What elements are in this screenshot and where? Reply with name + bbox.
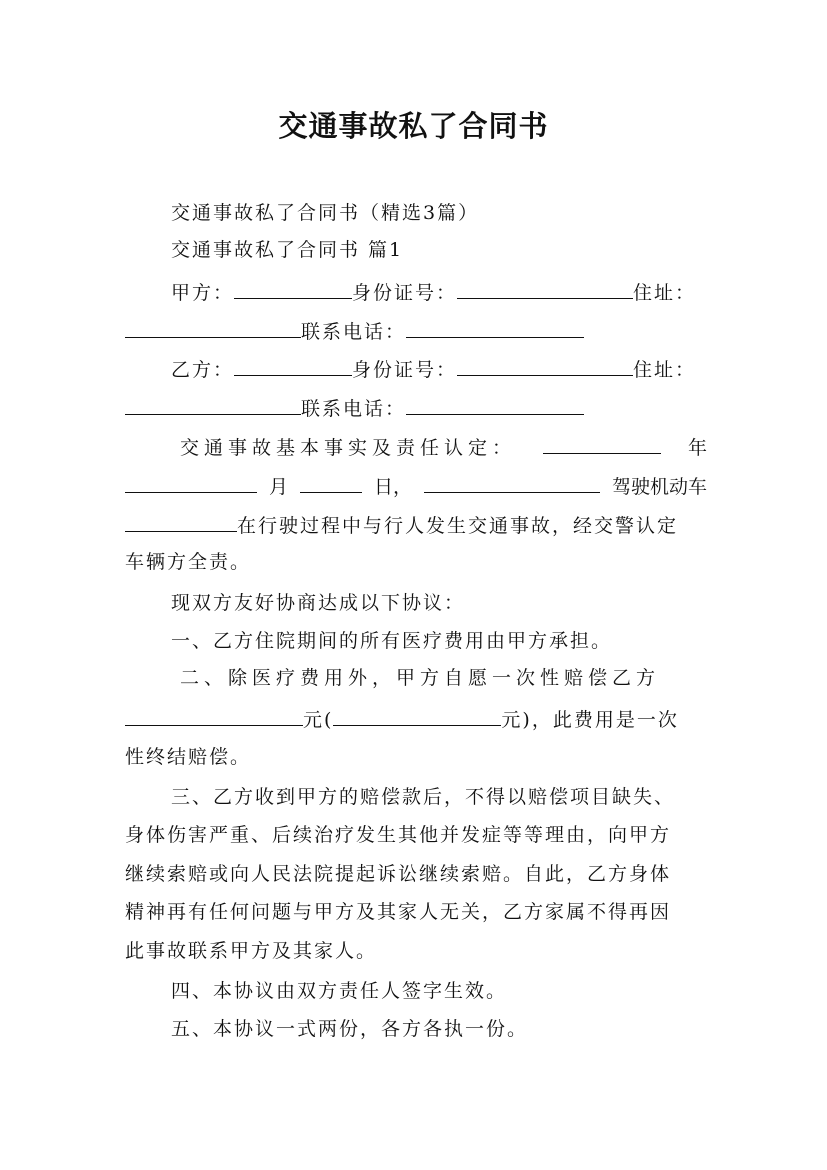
party-a-line-2 [125,318,707,344]
facts-month-blank [125,473,257,493]
facts-month-label: 月 [268,476,288,498]
party-a-id-blank [457,279,633,299]
party-a-line [171,279,707,305]
clause-2-line-2 [125,706,707,732]
facts-day-blank [300,473,362,493]
party-a-phone-label: 联系电话： [301,321,407,343]
subtitle: 交通事故私了合同书（精选3篇） [171,202,480,224]
clause-3-line-1: 三、乙方收到甲方的赔偿款后，不得以赔偿项目缺失、 [171,786,676,808]
facts-vehicle-blank [125,512,237,532]
document-title: 交通事故私了合同书 [278,109,549,143]
clause-3-line-3: 继续索赔或向人民法院提起诉讼继续索赔。自此，乙方身体 [125,863,672,885]
party-b-id-label: 身份证号： [352,359,458,381]
facts-line-3 [125,512,707,538]
clause-2-yuan: 元( [303,709,334,731]
clause-2-line-3: 性终结赔偿。 [125,746,252,768]
facts-responsibility: 车辆方全责。 [125,551,252,573]
clause-4: 四、本协议由双方责任人签字生效。 [171,980,508,1002]
party-b-line-2 [125,395,707,421]
party-b-line [171,356,707,382]
party-b-address-blank [125,395,301,415]
party-b-label: 乙方： [171,359,235,381]
party-b-name-blank [234,356,352,376]
party-a-address-blank [125,318,301,338]
facts-driving-text: 驾驶机动车 [611,476,707,498]
facts-year-label: 年 [687,437,707,459]
party-b-address-label: 住址： [633,359,697,381]
clause-3-line-4: 精神再有任何问题与甲方及其家人无关，乙方家属不得再因 [125,901,672,923]
party-a-label: 甲方： [171,282,235,304]
clause-2-text: 二、除医疗费用外，甲方自愿一次性赔偿乙方 [180,667,661,689]
party-a-id-label: 身份证号： [352,282,458,304]
facts-driver-blank [424,473,600,493]
section-title: 交通事故私了合同书 篇1 [171,239,404,261]
clause-1: 一、乙方住院期间的所有医疗费用由甲方承担。 [171,630,613,652]
facts-incident-text: 在行驶过程中与行人发生交通事故，经交警认定 [237,515,679,537]
clause-2-line-1 [180,666,707,690]
clause-3-line-5: 此事故联系甲方及其家人。 [125,940,378,962]
facts-year-blank [543,434,661,454]
party-a-name-blank [234,279,352,299]
agreement-intro: 现双方友好协商达成以下协议： [171,592,466,614]
party-a-address-label: 住址： [633,282,697,304]
clause-2-amount-blank [125,706,303,726]
facts-line-2 [125,473,707,499]
party-b-id-blank [457,356,633,376]
facts-lead: 交通事故基本事实及责任认定： [180,437,517,459]
party-b-phone-label: 联系电话： [301,398,407,420]
clause-5: 五、本协议一式两份，各方各执一份。 [171,1018,529,1040]
clause-3-line-2: 身体伤害严重、后续治疗发生其他并发症等等理由，向甲方 [125,824,672,846]
clause-2-amount-words-blank [333,706,501,726]
facts-line-1 [180,434,707,460]
party-a-phone-blank [406,318,584,338]
clause-2-yuan-close: 元)，此费用是一次 [501,709,679,731]
facts-day-label: 日， [373,476,412,498]
party-b-phone-blank [406,395,584,415]
